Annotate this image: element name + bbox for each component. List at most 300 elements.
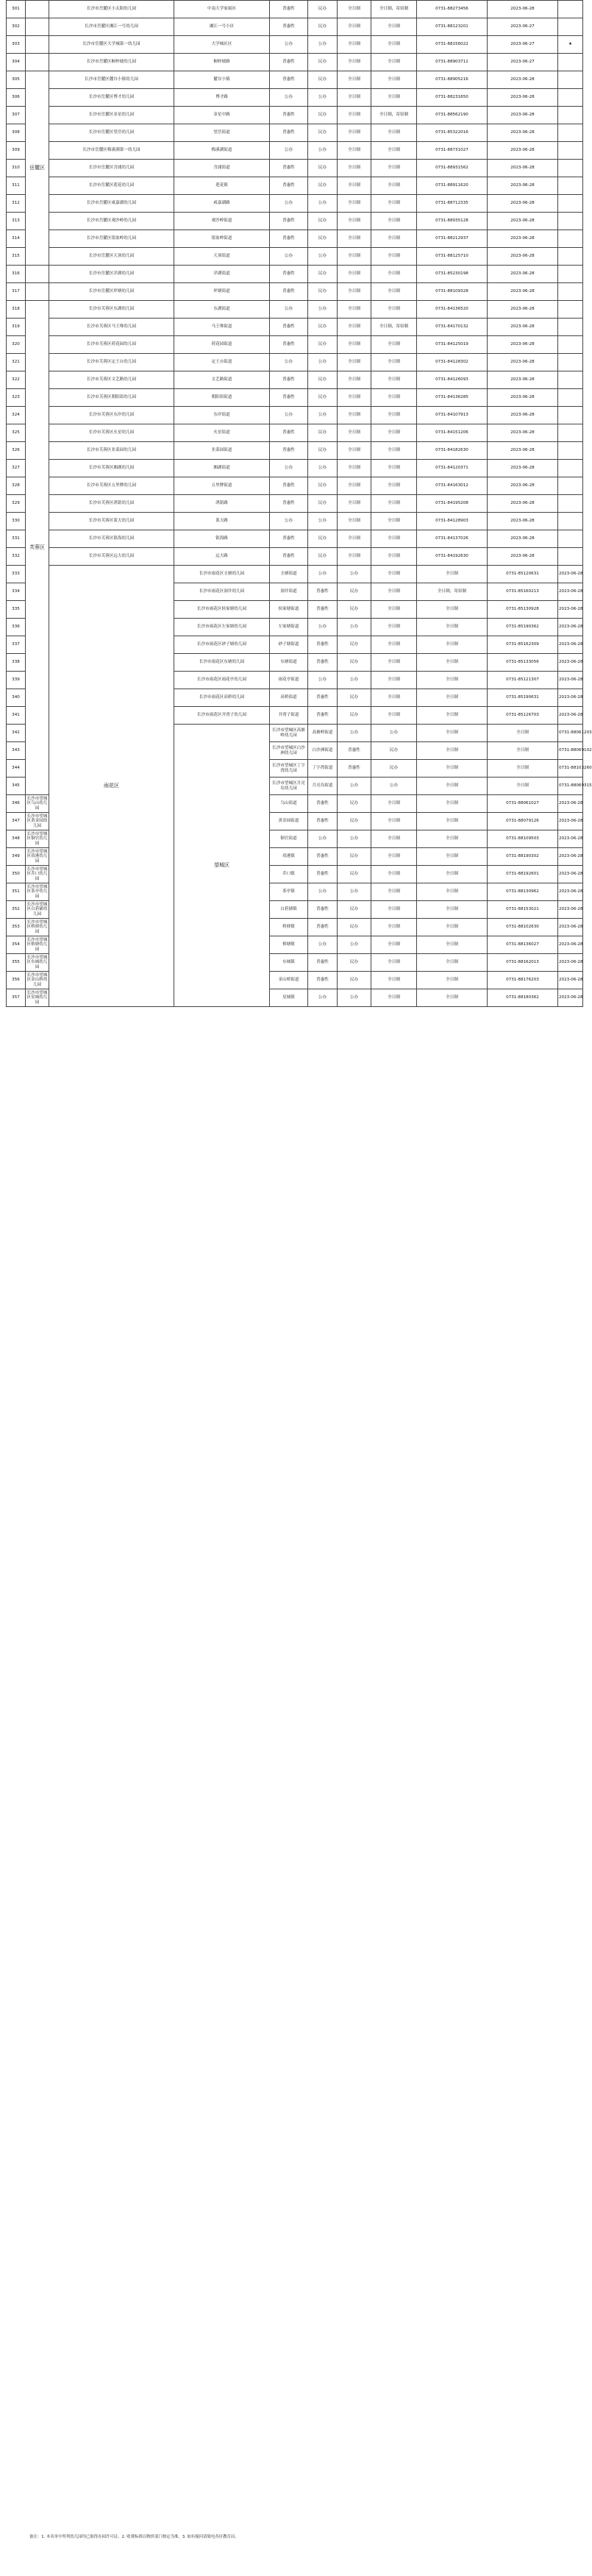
phone-cell: 0731-88061027 — [488, 795, 558, 813]
organizer-cell: 月亮岛街道 — [308, 778, 338, 795]
table-row — [7, 442, 583, 460]
kindergarten-name-cell: 长沙市望城区桥驿幼儿园 — [26, 919, 49, 936]
table-row — [7, 54, 583, 71]
boarding-cell: 全日制 — [371, 460, 417, 477]
phone-cell: 0731-88123201 — [417, 18, 488, 36]
row-number-cell: 324 — [7, 407, 26, 424]
category-cell: 公办 — [270, 36, 308, 54]
phone-cell: 0731-84125019 — [417, 336, 488, 354]
nature-cell: 公办 — [308, 301, 338, 319]
program-cell: 全日制 — [371, 619, 417, 636]
organizer-cell: 铜官街道 — [270, 830, 308, 848]
table-row — [7, 1, 583, 18]
approval-date-cell: 2023-06-28 — [558, 919, 583, 936]
program-cell: 全日制 — [371, 795, 417, 813]
row-number-cell: 345 — [7, 778, 26, 795]
nature-cell: 民办 — [308, 495, 338, 513]
organizer-cell: 金山桥街道 — [270, 972, 308, 989]
program-cell: 全日制 — [338, 354, 371, 371]
mark-cell — [558, 530, 583, 548]
boarding-cell: 全日制 — [417, 866, 488, 883]
program-cell: 全日制 — [417, 742, 488, 760]
approval-date-cell: 2023-06-28 — [558, 795, 583, 813]
category-cell: 普惠性 — [308, 972, 338, 989]
category-cell: 普惠性 — [270, 548, 308, 566]
table-row — [7, 124, 583, 142]
category-cell: 普惠性 — [308, 866, 338, 883]
boarding-cell: 全日制 — [488, 742, 558, 760]
category-cell: 普惠性 — [270, 283, 308, 301]
kindergarten-name-cell: 长沙市岳麓区望岳幼儿园 — [49, 124, 174, 142]
boarding-cell: 全日制 — [417, 619, 488, 636]
approval-date-cell: 2023-06-28 — [488, 354, 558, 371]
table-row — [7, 389, 583, 407]
phone-cell: 0731-84182630 — [417, 442, 488, 460]
phone-cell: 0731-84136520 — [417, 301, 488, 319]
boarding-cell: 全日制 — [417, 636, 488, 654]
phone-cell: 0731-85162309 — [488, 636, 558, 654]
organizer-cell: 博才路 — [174, 89, 270, 107]
nature-cell: 民办 — [308, 548, 338, 566]
kindergarten-name-cell: 长沙市岳麓区观沙岭幼儿园 — [49, 213, 174, 230]
boarding-cell: 全日制 — [371, 213, 417, 230]
row-number-cell: 355 — [7, 954, 26, 972]
kindergarten-name-cell: 长沙市岳麓区含浦幼儿园 — [49, 160, 174, 177]
phone-cell: 0731-88273456 — [417, 1, 488, 18]
row-number-cell: 302 — [7, 18, 26, 36]
category-cell: 普惠性 — [338, 760, 371, 778]
row-number-cell: 309 — [7, 142, 26, 160]
table-row — [7, 407, 583, 424]
kindergarten-name-cell: 长沙市岳麓区湘江一号幼儿园 — [49, 18, 174, 36]
phone-cell: 0731-85230198 — [417, 266, 488, 283]
phone-cell: 0731-88153021 — [488, 901, 558, 919]
category-cell: 普惠性 — [270, 213, 308, 230]
mark-cell — [558, 424, 583, 442]
kindergarten-name-cell: 长沙市芙蓉区韭菜园幼儿园 — [49, 442, 174, 460]
boarding-cell: 全日制 — [371, 371, 417, 389]
mark-cell — [558, 319, 583, 336]
row-number-cell: 353 — [7, 919, 26, 936]
program-cell: 全日制 — [371, 954, 417, 972]
nature-cell: 公办 — [308, 513, 338, 530]
row-number-cell: 352 — [7, 901, 26, 919]
mark-cell — [558, 107, 583, 124]
organizer-cell: 观沙岭街道 — [174, 213, 270, 230]
phone-cell: 0731-84195208 — [417, 495, 488, 513]
mark-cell — [558, 1, 583, 18]
boarding-cell: 全日制 — [417, 954, 488, 972]
row-number-cell: 342 — [7, 725, 26, 742]
boarding-cell: 全日制 — [417, 566, 488, 583]
category-cell: 普惠性 — [308, 601, 338, 619]
category-cell: 普惠性 — [270, 266, 308, 283]
table-row — [7, 71, 583, 89]
organizer-cell: 丁字湾街道 — [308, 760, 338, 778]
boarding-cell: 全日制 — [488, 725, 558, 742]
program-cell: 全日制 — [338, 177, 371, 195]
phone-cell: 0731-84107913 — [417, 407, 488, 424]
program-cell: 全日制 — [371, 972, 417, 989]
phone-cell: 0731-85126703 — [488, 707, 558, 725]
boarding-cell: 全日制 — [371, 407, 417, 424]
phone-cell: 0731-88061203 — [558, 725, 583, 742]
district-cell: 芙蓉区 — [26, 301, 49, 795]
boarding-cell: 全日制 — [417, 883, 488, 901]
mark-cell — [558, 301, 583, 319]
program-cell: 全日制 — [371, 830, 417, 848]
mark-cell — [558, 495, 583, 513]
boarding-cell: 全日制 — [371, 230, 417, 248]
boarding-cell: 全日制 — [417, 830, 488, 848]
category-cell: 普惠性 — [308, 848, 338, 866]
row-number-cell: 351 — [7, 883, 26, 901]
phone-cell: 0731-88190302 — [488, 848, 558, 866]
kindergarten-name-cell: 长沙市芙蓉区东岸幼儿园 — [49, 407, 174, 424]
nature-cell: 民办 — [338, 813, 371, 830]
table-row — [7, 177, 583, 195]
kindergarten-name-cell: 长沙市芙蓉区火星幼儿园 — [49, 424, 174, 442]
district-cell — [26, 54, 49, 71]
kindergarten-name-cell: 长沙市望城区茶亭幼儿园 — [26, 883, 49, 901]
category-cell: 公办 — [338, 778, 371, 795]
program-cell: 全日制 — [371, 936, 417, 954]
kindergarten-name-cell: 长沙市雨花区井湾子幼儿园 — [174, 707, 270, 725]
boarding-cell: 全日制 — [371, 124, 417, 142]
kindergarten-name-cell: 长沙市岳麓区金星幼儿园 — [49, 107, 174, 124]
row-number-cell: 316 — [7, 266, 26, 283]
phone-cell: 0731-88180362 — [488, 989, 558, 1007]
program-cell: 全日制 — [338, 548, 371, 566]
organizer-cell: 含浦街道 — [174, 160, 270, 177]
row-number-cell: 357 — [7, 989, 26, 1007]
nature-cell: 民办 — [338, 901, 371, 919]
boarding-cell: 全日制 — [417, 707, 488, 725]
phone-cell: 0731-88905216 — [417, 71, 488, 89]
nature-cell: 公办 — [308, 89, 338, 107]
category-cell: 普惠性 — [270, 319, 308, 336]
kindergarten-name-cell: 长沙市岳麓区桐梓坡幼儿园 — [49, 54, 174, 71]
nature-cell: 民办 — [338, 601, 371, 619]
approval-date-cell: 2023-06-28 — [558, 954, 583, 972]
nature-cell: 民办 — [338, 689, 371, 707]
organizer-cell: 天顶街道 — [174, 248, 270, 266]
row-number-cell: 318 — [7, 301, 26, 319]
organizer-cell: 银海路 — [174, 530, 270, 548]
mark-cell — [558, 336, 583, 354]
phone-cell: 0731-88903712 — [417, 54, 488, 71]
row-number-cell: 337 — [7, 636, 26, 654]
category-cell: 普惠性 — [308, 689, 338, 707]
approval-date-cell: 2023-06-27 — [488, 54, 558, 71]
organizer-cell: 麓谷小镇 — [174, 71, 270, 89]
program-cell: 全日制 — [371, 601, 417, 619]
boarding-cell: 全日制 — [417, 936, 488, 954]
table-row — [7, 513, 583, 530]
category-cell: 普惠性 — [308, 954, 338, 972]
approval-date-cell: 2023-06-28 — [488, 477, 558, 495]
phone-cell: 0731-84126093 — [417, 371, 488, 389]
category-cell: 公办 — [270, 248, 308, 266]
kindergarten-name-cell: 长沙市望城区格塘幼儿园 — [26, 936, 49, 954]
program-cell: 全日制 — [338, 195, 371, 213]
category-cell: 公办 — [308, 672, 338, 689]
nature-cell: 公办 — [338, 830, 371, 848]
program-cell: 全日制 — [371, 919, 417, 936]
organizer-cell: 茶亭镇 — [270, 883, 308, 901]
organizer-cell: 大学城社区 — [174, 36, 270, 54]
row-number-cell: 346 — [7, 795, 26, 813]
organizer-cell: 格塘镇 — [270, 936, 308, 954]
phone-cell: 0731-84192630 — [417, 548, 488, 566]
boarding-cell: 全日制，寄宿制 — [371, 319, 417, 336]
category-cell: 普惠性 — [270, 18, 308, 36]
boarding-cell: 全日制 — [371, 424, 417, 442]
program-cell: 全日制 — [371, 689, 417, 707]
boarding-cell: 全日制 — [417, 689, 488, 707]
organizer-cell: 乔口镇 — [270, 866, 308, 883]
district-cell — [26, 283, 49, 301]
approval-date-cell: 2023-06-28 — [488, 142, 558, 160]
kindergarten-name-cell: 长沙市望城区白箬铺幼儿园 — [26, 901, 49, 919]
table-row — [7, 566, 583, 583]
phone-cell: 0731-84163012 — [417, 477, 488, 495]
program-cell: 全日制 — [338, 54, 371, 71]
row-number-cell: 347 — [7, 813, 26, 830]
phone-cell: 0731-88162013 — [488, 954, 558, 972]
organizer-cell: 中南大学家属区 — [174, 1, 270, 18]
program-cell: 全日制 — [338, 371, 371, 389]
kindergarten-name-cell: 长沙市岳麓区天顶幼儿园 — [49, 248, 174, 266]
row-number-cell: 323 — [7, 389, 26, 407]
phone-cell: 0731-88109503 — [488, 830, 558, 848]
row-number-cell: 311 — [7, 177, 26, 195]
category-cell: 公办 — [270, 407, 308, 424]
phone-cell: 0731-84120371 — [417, 460, 488, 477]
row-number-cell: 333 — [7, 566, 26, 583]
organizer-cell: 井湾子街道 — [270, 707, 308, 725]
kindergarten-name-cell: 长沙市芙蓉区文艺路幼儿园 — [49, 371, 174, 389]
mark-cell: ★ — [558, 36, 583, 54]
table-row — [7, 495, 583, 513]
row-number-cell: 330 — [7, 513, 26, 530]
category-cell: 普惠性 — [270, 477, 308, 495]
mark-cell — [558, 354, 583, 371]
program-cell: 全日制 — [371, 707, 417, 725]
organizer-cell: 东岸街道 — [174, 407, 270, 424]
boarding-cell: 全日制 — [371, 513, 417, 530]
program-cell: 全日制 — [338, 424, 371, 442]
kindergarten-name-cell: 长沙市岳麓区咸嘉湖幼儿园 — [49, 195, 174, 213]
approval-date-cell: 2023-06-28 — [488, 460, 558, 477]
approval-date-cell: 2023-06-28 — [488, 230, 558, 248]
kindergarten-name-cell: 长沙市望城区乌山幼儿园 — [26, 795, 49, 813]
category-cell: 普惠性 — [270, 71, 308, 89]
program-cell: 全日制 — [338, 1, 371, 18]
kindergarten-name-cell: 长沙市雨花区雨花亭幼儿园 — [174, 672, 270, 689]
table-row — [7, 266, 583, 283]
category-cell: 公办 — [270, 195, 308, 213]
table-row — [7, 371, 583, 389]
kindergarten-name-cell: 长沙市芙蓉区五里牌幼儿园 — [49, 477, 174, 495]
boarding-cell: 全日制 — [488, 760, 558, 778]
nature-cell: 民办 — [338, 583, 371, 601]
nature-cell: 公办 — [308, 248, 338, 266]
phone-cell: 0731-88931562 — [417, 160, 488, 177]
program-cell: 全日制 — [338, 36, 371, 54]
kindergarten-name-cell: 长沙市岳麓区莲花幼儿园 — [49, 177, 174, 195]
table-row — [7, 18, 583, 36]
nature-cell: 民办 — [338, 707, 371, 725]
kindergarten-name-cell: 长沙市岳麓区麓谷小镇幼儿园 — [49, 71, 174, 89]
category-cell: 公办 — [308, 989, 338, 1007]
approval-date-cell: 2023-06-28 — [488, 319, 558, 336]
kindergarten-name-cell: 长沙市芙蓉区鸿铭幼儿园 — [49, 495, 174, 513]
row-number-cell: 332 — [7, 548, 26, 566]
phone-cell: 0731-85133056 — [488, 654, 558, 672]
approval-date-cell: 2023-06-27 — [488, 36, 558, 54]
organizer-cell: 湘江一号小区 — [174, 18, 270, 36]
nature-cell: 民办 — [338, 848, 371, 866]
organizer-cell: 东湖街道 — [174, 301, 270, 319]
kindergarten-name-cell: 长沙市芙蓉区定王台幼儿园 — [49, 354, 174, 371]
category-cell: 普惠性 — [270, 495, 308, 513]
nature-cell: 公办 — [338, 883, 371, 901]
table-row — [7, 230, 583, 248]
program-cell: 全日制 — [371, 636, 417, 654]
approval-date-cell: 2023-06-28 — [558, 901, 583, 919]
program-cell: 全日制 — [371, 883, 417, 901]
category-cell: 公办 — [270, 142, 308, 160]
table-row — [7, 301, 583, 319]
organizer-cell: 高塘岭街道 — [308, 725, 338, 742]
nature-cell: 民办 — [308, 124, 338, 142]
category-cell: 普惠性 — [308, 583, 338, 601]
category-cell: 普惠性 — [270, 371, 308, 389]
program-cell: 全日制 — [371, 566, 417, 583]
organizer-cell: 左家塘街道 — [270, 619, 308, 636]
nature-cell: 民办 — [308, 442, 338, 460]
organizer-cell: 靖港镇 — [270, 848, 308, 866]
approval-date-cell: 2023-06-28 — [558, 830, 583, 848]
phone-cell: 0731-88125710 — [417, 248, 488, 266]
kindergarten-name-cell: 长沙市望城区乔口幼儿园 — [26, 866, 49, 883]
program-cell: 全日制 — [338, 442, 371, 460]
category-cell: 普惠性 — [308, 654, 338, 672]
category-cell: 普惠性 — [270, 177, 308, 195]
mark-cell — [558, 442, 583, 460]
organizer-cell: 湘湖街道 — [174, 460, 270, 477]
district-cell — [26, 18, 49, 36]
mark-cell — [558, 248, 583, 266]
organizer-cell: 东城镇 — [270, 954, 308, 972]
table-row — [7, 354, 583, 371]
kindergarten-name-cell: 长沙市望城区白沙洲幼儿园 — [270, 742, 308, 760]
organizer-cell: 洋湖街道 — [174, 266, 270, 283]
category-cell: 公办 — [338, 725, 371, 742]
row-number-cell: 344 — [7, 760, 26, 778]
organizer-cell: 银盆岭街道 — [174, 230, 270, 248]
phone-cell: 0731-88192601 — [488, 866, 558, 883]
boarding-cell: 全日制 — [371, 336, 417, 354]
phone-cell: 0731-88079126 — [488, 813, 558, 830]
mark-cell — [558, 124, 583, 142]
kindergarten-name-cell: 长沙市岳麓区博才幼儿园 — [49, 89, 174, 107]
organizer-cell: 东塘街道 — [270, 654, 308, 672]
table-row — [7, 36, 583, 54]
nature-cell: 民办 — [338, 972, 371, 989]
row-number-cell: 336 — [7, 619, 26, 636]
approval-date-cell: 2023-06-28 — [558, 989, 583, 1007]
phone-cell: 0731-88069315 — [558, 778, 583, 795]
boarding-cell: 全日制 — [371, 477, 417, 495]
boarding-cell: 全日制 — [371, 530, 417, 548]
boarding-cell: 全日制 — [417, 989, 488, 1007]
row-number-cell: 307 — [7, 107, 26, 124]
boarding-cell: 全日制 — [371, 266, 417, 283]
nature-cell: 民办 — [308, 54, 338, 71]
kindergarten-name-cell: 长沙市岳麓区大学城第一幼儿园 — [49, 36, 174, 54]
approval-date-cell: 2023-06-28 — [558, 672, 583, 689]
nature-cell: 民办 — [338, 919, 371, 936]
row-number-cell: 301 — [7, 1, 26, 18]
phone-cell: 0731-84151206 — [417, 424, 488, 442]
organizer-cell: 火星街道 — [174, 424, 270, 442]
category-cell: 普惠性 — [270, 107, 308, 124]
kindergarten-name-cell: 长沙市岳麓区小太阳幼儿园 — [49, 1, 174, 18]
nature-cell: 民办 — [338, 654, 371, 672]
row-number-cell: 303 — [7, 36, 26, 54]
program-cell: 全日制 — [417, 725, 488, 742]
boarding-cell: 全日制 — [371, 301, 417, 319]
boarding-cell: 全日制 — [371, 142, 417, 160]
table-row — [7, 283, 583, 301]
category-cell: 普惠性 — [270, 54, 308, 71]
table-row — [7, 195, 583, 213]
nature-cell: 民办 — [308, 530, 338, 548]
mark-cell — [558, 266, 583, 283]
nature-cell: 公办 — [338, 566, 371, 583]
approval-date-cell: 2023-06-28 — [488, 107, 558, 124]
phone-cell: 0731-88156022 — [417, 36, 488, 54]
program-cell: 全日制 — [338, 213, 371, 230]
category-cell: 普惠性 — [270, 336, 308, 354]
kindergarten-name-cell: 长沙市芙蓉区东湖幼儿园 — [49, 301, 174, 319]
approval-date-cell: 2023-06-28 — [488, 213, 558, 230]
nature-cell: 民办 — [308, 177, 338, 195]
category-cell: 普惠性 — [308, 919, 338, 936]
approval-date-cell: 2023-06-28 — [558, 936, 583, 954]
boarding-cell: 全日制 — [371, 36, 417, 54]
approval-date-cell: 2023-06-28 — [558, 601, 583, 619]
footnote: 备注：1. 本名单中所列幼儿园均已取得办园许可证。2. 收费标准以物价部门核定为准。3. 如有疑问请致电各区教育局。 — [29, 2535, 239, 2539]
program-cell: 全日制 — [371, 848, 417, 866]
organizer-cell: 侯家塘街道 — [270, 601, 308, 619]
row-number-cell: 310 — [7, 160, 26, 177]
program-cell: 全日制 — [338, 142, 371, 160]
mark-cell — [558, 460, 583, 477]
nature-cell: 公办 — [338, 672, 371, 689]
registry-table-body — [7, 1, 592, 1007]
mark-cell — [558, 71, 583, 89]
category-cell: 普惠性 — [308, 901, 338, 919]
nature-cell: 民办 — [308, 424, 338, 442]
kindergarten-name-cell: 长沙市芙蓉区湘湖幼儿园 — [49, 460, 174, 477]
table-row — [7, 160, 583, 177]
program-cell: 全日制 — [338, 407, 371, 424]
category-cell: 普惠性 — [270, 230, 308, 248]
program-cell: 全日制 — [338, 18, 371, 36]
